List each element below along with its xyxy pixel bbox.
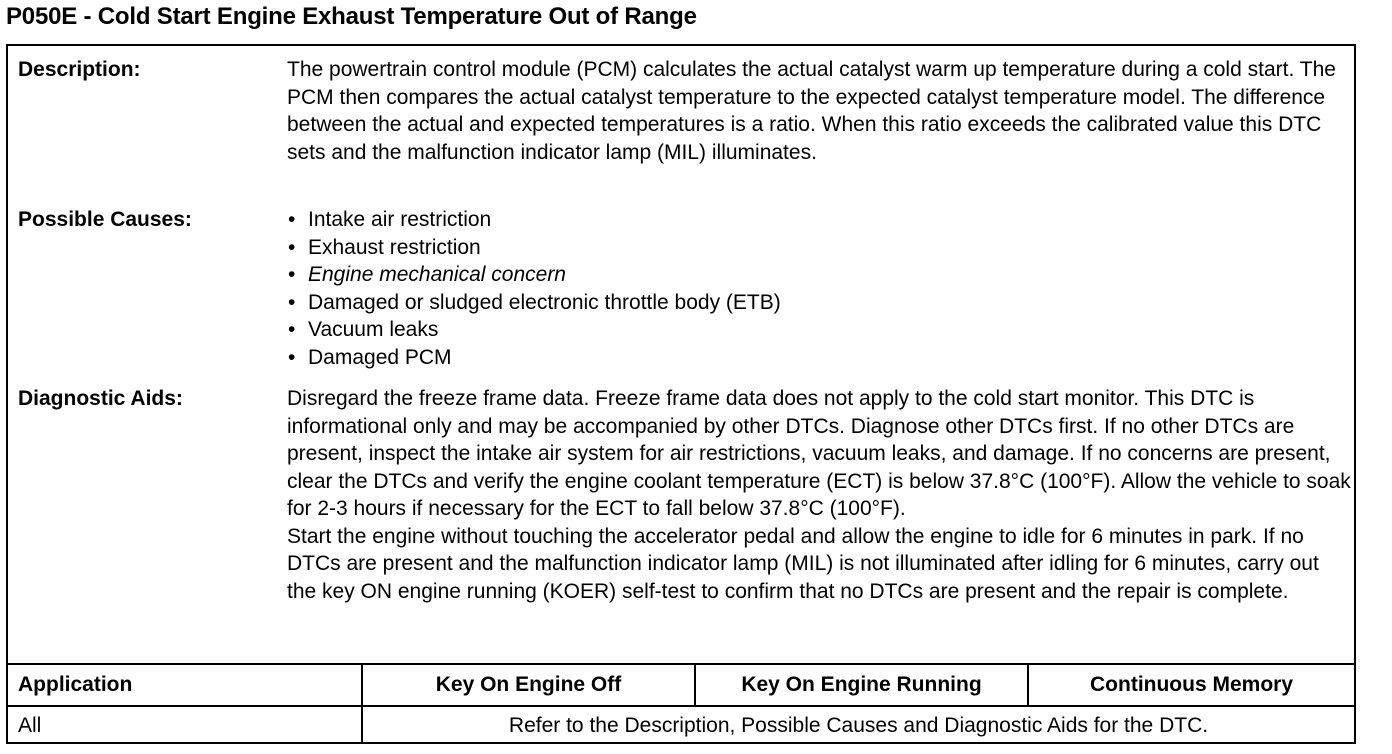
page-title: P050E - Cold Start Engine Exhaust Temperature Out of Range bbox=[6, 3, 697, 30]
list-item bbox=[287, 234, 1352, 262]
description-content bbox=[287, 56, 1352, 166]
header-key-on-engine-running: Key On Engine Running bbox=[741, 673, 982, 696]
cause-text: Intake air restriction bbox=[308, 208, 492, 231]
bullet-icon: • bbox=[288, 345, 296, 369]
cause-text: Damaged or sludged electronic throttle body (ETB) bbox=[308, 290, 781, 314]
dtc-info-table bbox=[6, 44, 1356, 744]
description-label: Description: bbox=[18, 58, 141, 81]
list-item bbox=[287, 206, 1352, 234]
list-item bbox=[287, 289, 1352, 317]
cause-text: Vacuum leaks bbox=[308, 318, 439, 341]
application-note: Refer to the Description, Possible Causes and Diagnostic Aids for the DTC. bbox=[508, 714, 1209, 737]
possible-causes-list bbox=[287, 206, 1352, 371]
description-text: The powertrain control module (PCM) calculates the actual catalyst warm up temperature during a cold start. The PCM then compares the actual catalyst temperature to the expected catalyst temperature model. The difference between the actual and expected temperatures is a ratio. When this ratio exceeds the calibrated value this DTC sets and the malfunction indicator lamp (MIL) illuminates. bbox=[287, 58, 1336, 164]
header-application: Application bbox=[18, 673, 133, 696]
bullet-icon: • bbox=[288, 263, 296, 286]
diagnostic-aids-label: Diagnostic Aids: bbox=[18, 387, 183, 410]
cause-text: Damaged PCM bbox=[308, 345, 452, 369]
bullet-icon: • bbox=[288, 290, 296, 314]
application-value: All bbox=[18, 714, 42, 737]
header-continuous-memory: Continuous Memory bbox=[1090, 673, 1293, 696]
bullet-icon: • bbox=[288, 318, 296, 341]
diagnostic-aids-paragraph: Disregard the freeze frame data. Freeze frame data does not apply to the cold start monitor. This DTC is informational only and may be accompanied by other DTCs. Diagnose other DTCs first. If no other DTCs are present, inspect the intake air system for air restrictions, vacuum leaks, and damage. If no concerns are present, clear the DTCs and verify the engine coolant temperature (ECT) is below 37.8°C (100°F). Allow the vehicle to soak for 2-3 hours if necessary for the ECT to fall below 37.8°C (100°F). bbox=[287, 387, 1351, 520]
bullet-icon: • bbox=[288, 208, 296, 231]
list-item bbox=[287, 344, 1352, 372]
list-item bbox=[287, 261, 1352, 289]
possible-causes-content bbox=[287, 206, 1352, 371]
cause-text: Exhaust restriction bbox=[308, 235, 481, 259]
list-item bbox=[287, 316, 1352, 344]
bullet-icon: • bbox=[288, 235, 296, 259]
header-key-on-engine-off: Key On Engine Off bbox=[435, 673, 622, 696]
diagnostic-aids-content bbox=[287, 385, 1352, 605]
diagnostic-aids-paragraph: Start the engine without touching the accelerator pedal and allow the engine to idle for 6 minutes in park. If no DTCs are present and the malfunction indicator lamp (MIL) is not illuminated after idling for 6 minutes, carry out the key ON engine running (KOER) self-test to confirm that no DTCs are present and the repair is complete. bbox=[287, 524, 1319, 603]
possible-causes-label: Possible Causes: bbox=[18, 208, 192, 231]
cause-text: Engine mechanical concern bbox=[308, 263, 566, 286]
